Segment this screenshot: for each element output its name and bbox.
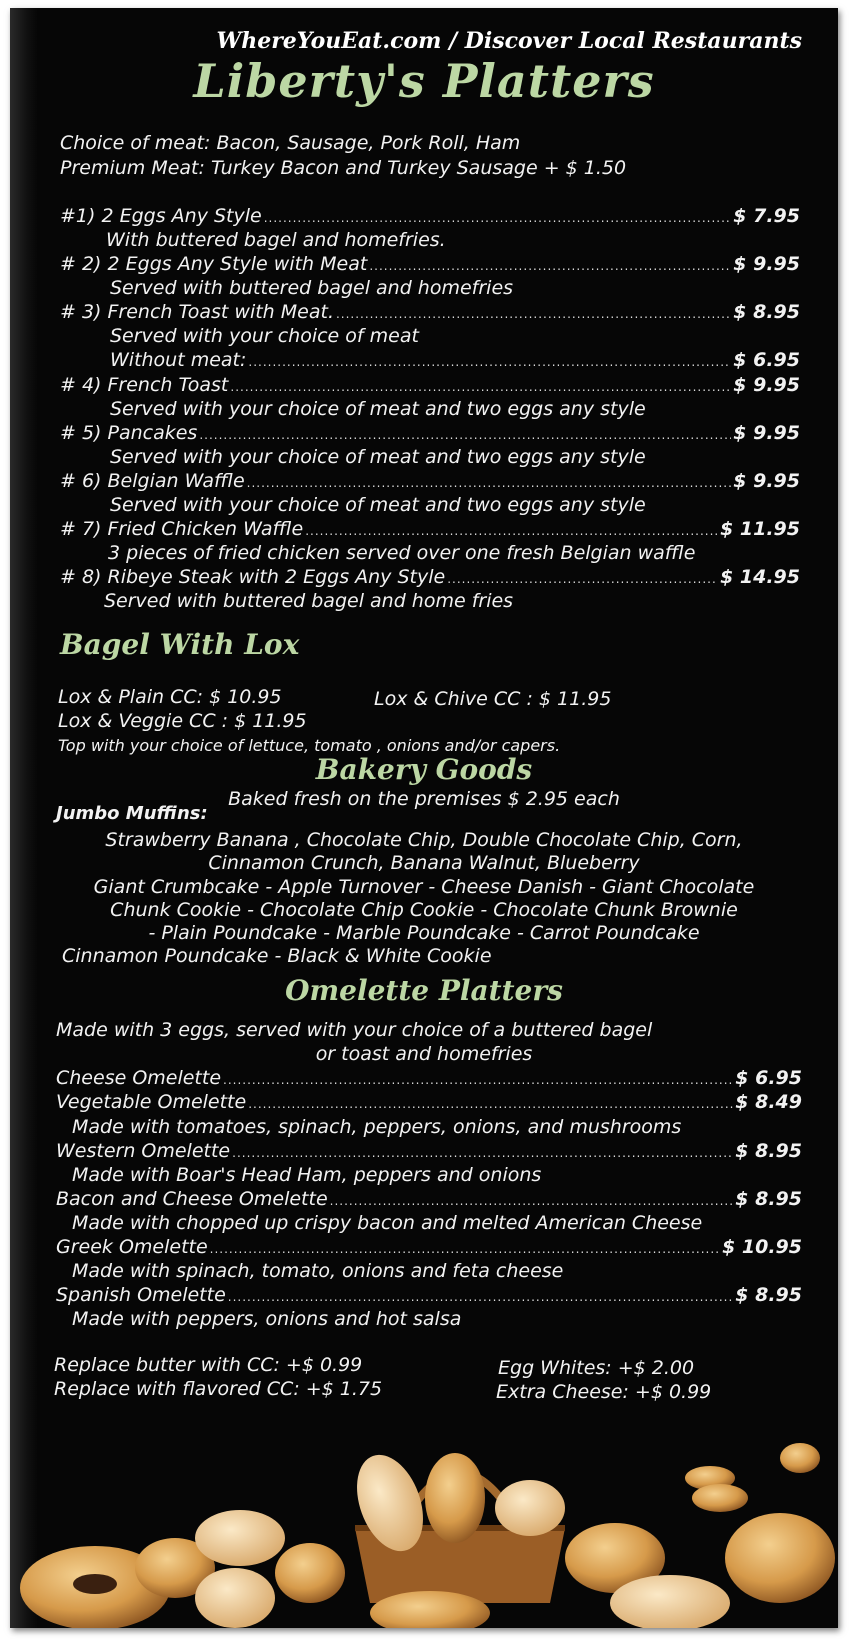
item-price: $ 10.95 (722, 1236, 802, 1258)
item-price: $ 9.95 (733, 470, 800, 492)
watermark: WhereYouEat.com / Discover Local Restaurants (216, 28, 802, 54)
bakery-line: Giant Crumbcake - Apple Turnover - Cheese Danish - Giant Chocolate (93, 876, 755, 898)
item-price: $ 8.95 (735, 1284, 802, 1306)
omelette-row (56, 1190, 802, 1209)
item-desc: Served with your choice of meat (110, 325, 419, 347)
bakery-subtitle: Baked fresh on the premises $ 2.95 each (228, 788, 620, 810)
omelette-intro: or toast and homefries (315, 1043, 533, 1065)
lox-note: Top with your choice of lettuce, tomato , onions and/or capers. (58, 736, 561, 755)
section-heading-omelettes: Omelette Platters (285, 974, 563, 1007)
item-desc: With buttered bagel and homefries. (106, 229, 446, 251)
item-desc: Made with peppers, onions and hot salsa (72, 1308, 462, 1330)
bakery-line: Chunk Cookie - Chocolate Chip Cookie - Chocolate Chunk Brownie (110, 899, 738, 921)
paper-fold-edge (10, 8, 38, 1628)
item-price: $ 9.95 (733, 422, 800, 444)
item-desc: Made with spinach, tomato, onions and feta cheese (72, 1260, 564, 1282)
lox-plain: Lox & Plain CC: $ 10.95 (58, 686, 282, 708)
item-price: $ 9.95 (733, 253, 800, 275)
section-heading-bakery: Bakery Goods (315, 753, 533, 786)
item-name: # 3) French Toast with Meat. (60, 301, 334, 323)
item-desc: Made with tomatoes, spinach, peppers, onions, and mushrooms (72, 1116, 682, 1138)
platter-row (60, 255, 800, 274)
premium-meat: Premium Meat: Turkey Bacon and Turkey Sausage + $ 1.50 (60, 157, 627, 179)
item-name: #1) 2 Eggs Any Style (60, 205, 262, 227)
item-name: Western Omelette (56, 1140, 231, 1162)
bakery-line: Strawberry Banana , Chocolate Chip, Double Chocolate Chip, Corn, (105, 829, 743, 851)
item-price: $ 7.95 (733, 205, 800, 227)
item-name: # 5) Pancakes (60, 422, 198, 444)
item-name: # 7) Fried Chicken Waffle (60, 518, 304, 540)
item-desc: Made with chopped up crispy bacon and melted American Cheese (72, 1212, 703, 1234)
item-price: $ 8.95 (735, 1140, 802, 1162)
bread-basket-illustration (10, 1398, 838, 1628)
extra-egg-whites: Egg Whites: +$ 2.00 (498, 1357, 695, 1379)
omelette-row (56, 1286, 802, 1305)
section-heading-lox: Bagel With Lox (60, 628, 300, 661)
omelette-row (56, 1142, 802, 1161)
item-desc: Served with your choice of meat and two eggs any style (110, 398, 646, 420)
platter-subrow (110, 351, 800, 370)
platter-row (60, 424, 800, 443)
item-price: $ 11.95 (720, 518, 800, 540)
item-price: $ 6.95 (733, 349, 800, 371)
platter-row (60, 568, 800, 587)
platter-row (60, 520, 800, 539)
item-name: Bacon and Cheese Omelette (56, 1188, 328, 1210)
item-desc: Served with your choice of meat and two eggs any style (110, 446, 646, 468)
item-name: Cheese Omelette (56, 1067, 222, 1089)
omelette-row (56, 1238, 802, 1257)
extra-cheese: Extra Cheese: +$ 0.99 (496, 1381, 712, 1403)
platter-row (60, 376, 800, 395)
platter-row (60, 472, 800, 491)
lox-veggie: Lox & Veggie CC : $ 11.95 (58, 710, 307, 732)
extra-butter-cc: Replace butter with CC: +$ 0.99 (54, 1354, 363, 1376)
item-desc: Made with Boar's Head Ham, peppers and onions (72, 1164, 542, 1186)
item-name: Vegetable Omelette (56, 1091, 247, 1113)
item-price: $ 8.95 (735, 1188, 802, 1210)
item-name: # 2) 2 Eggs Any Style with Meat (60, 253, 368, 275)
item-desc: 3 pieces of fried chicken served over one fresh Belgian waffle (108, 542, 696, 564)
muffins-label: Jumbo Muffins: (56, 803, 208, 824)
item-name: # 6) Belgian Waffle (60, 470, 245, 492)
item-price: $ 8.49 (735, 1091, 802, 1113)
menu-sheet (10, 8, 838, 1628)
platter-row (60, 303, 800, 322)
bakery-line: - Plain Poundcake - Marble Poundcake - Carrot Poundcake (148, 922, 700, 944)
platter-row (60, 207, 800, 226)
bakery-line: Cinnamon Poundcake - Black & White Cookie (62, 945, 492, 967)
item-name: # 4) French Toast (60, 374, 229, 396)
extra-flavored-cc: Replace with flavored CC: +$ 1.75 (54, 1378, 383, 1400)
item-price: $ 6.95 (735, 1067, 802, 1089)
lox-chive: Lox & Chive CC : $ 11.95 (374, 688, 612, 710)
omelette-row (56, 1069, 802, 1088)
page-title: Liberty's Platters (193, 54, 655, 108)
omelette-intro: Made with 3 eggs, served with your choice of a buttered bagel (56, 1019, 653, 1041)
item-desc: Served with buttered bagel and home fries (104, 590, 514, 612)
item-price: $ 9.95 (733, 374, 800, 396)
item-price: $ 8.95 (733, 301, 800, 323)
item-price: $ 14.95 (720, 566, 800, 588)
item-name: Spanish Omelette (56, 1284, 226, 1306)
bakery-line: Cinnamon Crunch, Banana Walnut, Blueberry (208, 852, 640, 874)
item-name: Greek Omelette (56, 1236, 208, 1258)
item-desc: Served with your choice of meat and two eggs any style (110, 494, 646, 516)
item-name: # 8) Ribeye Steak with 2 Eggs Any Style (60, 566, 446, 588)
item-name: Without meat: (110, 349, 247, 371)
meat-choice: Choice of meat: Bacon, Sausage, Pork Roll, Ham (60, 132, 521, 154)
item-desc: Served with buttered bagel and homefries (110, 277, 514, 299)
omelette-row (56, 1093, 802, 1112)
